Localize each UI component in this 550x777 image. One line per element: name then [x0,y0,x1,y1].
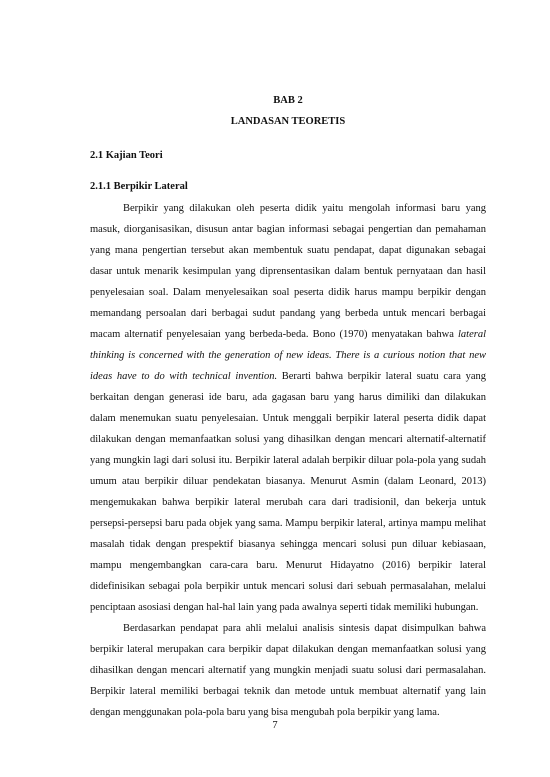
page-content [90,90,486,723]
body-paragraph-1 [90,198,486,618]
paragraph-1-text-b: Berarti bahwa berpikir lateral suatu cara yang berkaitan dengan generasi ide baru, ada gagasan baru yang harus dimiliki dan dilakukan dalam menemukan suatu penyelesaian. Untuk menggali berpikir lateral peserta didik dapat dilakukan dengan memanfaatkan solusi yang dihasilkan dengan mencari alternatif-alternatif yang mungkin lagi dari solusi itu. Berpikir lateral adalah berpikir diluar pola-pola yang sudah umum atau berpikir diluar pendekatan biasanya. Menurut Asmin (dalam Leonard, 2013) mengemukakan bahwa berpikir lateral merubah cara dari tradisionil, dan bekerja untuk persepsi-persepsi baru pada objek yang sama. Mampu berpikir lateral, artinya mampu melihat masalah tidak dengan prespektif biasanya sehingga mencari solusi pun diluar kebiasaan, mampu mengembangkan cara-cara baru. Menurut Hidayatno (2016) berpikir lateral didefinisikan sebagai pola berpikir untuk mencari solusi dari sebuah permasalahan, melalui penciptaan asosiasi dengan hal-hal lain yang pada awalnya seperti tidak memiliki hubungan. [90,371,486,613]
subsection-heading: 2.1.1 Berpikir Lateral [90,181,188,192]
page-number: 7 [272,720,278,731]
body-paragraph-2: Berdasarkan pendapat para ahli melalui analisis sintesis dapat disimpulkan bahwa berpikir lateral merupakan cara berpikir dapat dilakukan dengan memanfaatkan solusi yang dihasilkan dengan mencari alternatif yang mungkin menjadi suatu solusi dari permasalahan. Berpikir lateral memiliki berbagai teknik dan metode untuk membuat alternatif yang lain dengan menggunakan pola-pola baru yang bisa mengubah pola berpikir yang lama. [90,623,486,718]
chapter-title: LANDASAN TEORETIS [230,116,346,127]
italic-quote: lateral thinking is concerned with the generation of new ideas. There is a curious notion that new ideas have to do with technical invention. [90,329,486,382]
section-heading: 2.1 Kajian Teori [90,150,163,161]
paragraph-1-text-a: Berpikir yang dilakukan oleh peserta didik yaitu mengolah informasi baru yang masuk, diorganisasikan, disusun antar bagian informasi sebagai pengertian dan pemahaman yang mana pengertian tersebut akan membentuk suatu pendapat, dapat digunakan sebagai dasar untuk menarik kesimpulan yang diprensentasikan dalam bentuk pernyataan dan hasil penyelesaian soal. Dalam menyelesaikan soal peserta didik harus mampu berpikir dengan memandang persoalan dari berbagai sudut pandang yang berbeda untuk mencari berbagai macam alternatif penyelesaian yang berbeda-beda. Bono (1970) menyatakan bahwa [90,203,486,340]
chapter-number: BAB 2 [273,95,303,106]
